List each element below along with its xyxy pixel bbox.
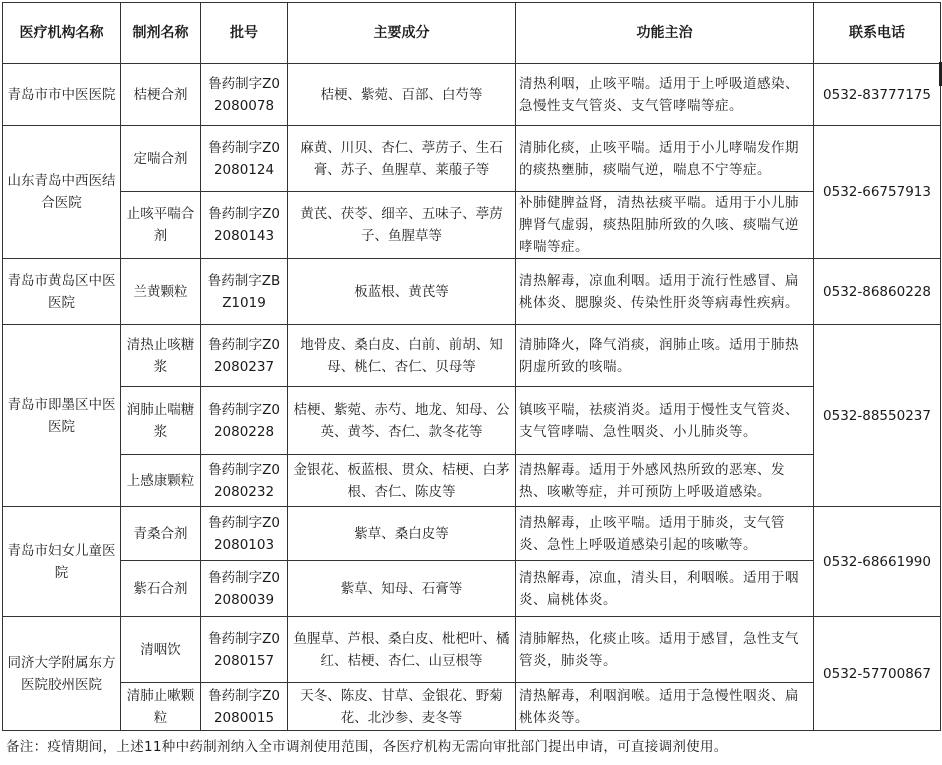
approval-number: 鲁药制字Z02080124	[201, 126, 288, 192]
table-row	[3, 387, 941, 455]
approval-number: 鲁药制字Z02080143	[201, 192, 288, 259]
ingredients-cell: 桔梗、紫菀、赤芍、地龙、知母、公英、黄芩、杏仁、款冬花等	[288, 387, 516, 455]
table-row	[3, 259, 941, 325]
table-row	[3, 64, 941, 126]
header-ingredients: 主要成分	[288, 3, 516, 64]
preparation-name: 清咽饮	[121, 617, 201, 683]
preparation-name: 润肺止喘糖浆	[121, 387, 201, 455]
ingredients-cell: 麻黄、川贝、杏仁、葶苈子、生石膏、苏子、鱼腥草、莱菔子等	[288, 126, 516, 192]
header-institution: 医疗机构名称	[3, 3, 121, 64]
phone-cell: 0532-86860228	[814, 259, 941, 325]
table-row	[3, 325, 941, 387]
function-cell: 补肺健脾益肾，清热祛痰平喘。适用于小儿肺脾肾气虚弱，痰热阻肺所致的久咳、痰喘气逆哮喘等症。	[516, 192, 814, 259]
preparation-name: 清热止咳糖浆	[121, 325, 201, 387]
ingredients-cell: 鱼腥草、芦根、桑白皮、枇杷叶、橘红、桔梗、杏仁、山豆根等	[288, 617, 516, 683]
table-row	[3, 455, 941, 507]
institution-cell: 山东青岛中西医结合医院	[3, 126, 121, 259]
header-function: 功能主治	[516, 3, 814, 64]
preparation-name: 清肺止嗽颗粒	[121, 683, 201, 731]
phone-cell: 0532-68661990	[814, 507, 941, 617]
function-cell: 镇咳平喘，祛痰消炎。适用于慢性支气管炎、支气管哮喘、急性咽炎、小儿肺炎等。	[516, 387, 814, 455]
table-row	[3, 192, 941, 259]
table-row	[3, 126, 941, 192]
table-row	[3, 683, 941, 731]
table-row	[3, 561, 941, 617]
preparation-name: 上感康颗粒	[121, 455, 201, 507]
institution-cell: 青岛市即墨区中医医院	[3, 325, 121, 507]
ingredients-cell: 金银花、板蓝根、贯众、桔梗、白茅根、杏仁、陈皮等	[288, 455, 516, 507]
institution-cell: 青岛市市中医医院	[3, 64, 121, 126]
institution-cell: 同济大学附属东方医院胶州医院	[3, 617, 121, 731]
function-cell: 清热解毒，凉血利咽。适用于流行性感冒、扁桃体炎、腮腺炎、传染性肝炎等病毒性疾病。	[516, 259, 814, 325]
approval-number: 鲁药制字Z02080078	[201, 64, 288, 126]
ingredients-cell: 板蓝根、黄芪等	[288, 259, 516, 325]
function-cell: 清热解毒。适用于外感风热所致的恶寒、发热、咳嗽等症，并可预防上呼吸道感染。	[516, 455, 814, 507]
footnote: 备注：疫情期间，上述11种中药制剂纳入全市调剂使用范围，各医疗机构无需向审批部门提出申请，可直接调剂使用。	[6, 739, 728, 755]
preparations-table	[2, 2, 941, 731]
approval-number: 鲁药制字Z02080232	[201, 455, 288, 507]
header-preparation: 制剂名称	[121, 3, 201, 64]
approval-number: 鲁药制字Z02080237	[201, 325, 288, 387]
ingredients-cell: 紫草、知母、石膏等	[288, 561, 516, 617]
ingredients-cell: 紫草、桑白皮等	[288, 507, 516, 561]
function-cell: 清热解毒，利咽润喉。适用于急慢性咽炎、扁桃体炎等。	[516, 683, 814, 731]
preparation-name: 桔梗合剂	[121, 64, 201, 126]
approval-number: 鲁药制字Z02080228	[201, 387, 288, 455]
ingredients-cell: 天冬、陈皮、甘草、金银花、野菊花、北沙参、麦冬等	[288, 683, 516, 731]
ingredients-cell: 桔梗、紫菀、百部、白芍等	[288, 64, 516, 126]
function-cell: 清热解毒，凉血，清头目，利咽喉。适用于咽炎、扁桃体炎。	[516, 561, 814, 617]
approval-number: 鲁药制字ZBZ1019	[201, 259, 288, 325]
phone-cell: 0532-57700867	[814, 617, 941, 731]
function-cell: 清肺解热，化痰止咳。适用于感冒，急性支气管炎，肺炎等。	[516, 617, 814, 683]
preparation-name: 紫石合剂	[121, 561, 201, 617]
header-row	[3, 3, 941, 64]
phone-cell: 0532-88550237	[814, 325, 941, 507]
approval-number: 鲁药制字Z02080103	[201, 507, 288, 561]
preparation-name: 兰黄颗粒	[121, 259, 201, 325]
function-cell: 清热利咽，止咳平喘。适用于上呼吸道感染、急慢性支气管炎、支气管哮喘等症。	[516, 64, 814, 126]
approval-number: 鲁药制字Z02080015	[201, 683, 288, 731]
table-row	[3, 617, 941, 683]
phone-cell: 0532-66757913	[814, 126, 941, 259]
function-cell: 清肺降火，降气消痰，润肺止咳。适用于肺热阴虚所致的咳喘。	[516, 325, 814, 387]
function-cell: 清热解毒，止咳平喘。适用于肺炎，支气管炎、急性上呼吸道感染引起的咳嗽等。	[516, 507, 814, 561]
institution-cell: 青岛市黄岛区中医医院	[3, 259, 121, 325]
ingredients-cell: 黄芪、茯苓、细辛、五味子、葶苈子、鱼腥草等	[288, 192, 516, 259]
phone-cell: 0532-83777175	[814, 64, 941, 126]
header-approval: 批号	[201, 3, 288, 64]
preparation-name: 青桑合剂	[121, 507, 201, 561]
ingredients-cell: 地骨皮、桑白皮、白前、前胡、知母、桃仁、杏仁、贝母等	[288, 325, 516, 387]
header-phone: 联系电话	[814, 3, 941, 64]
function-cell: 清肺化痰，止咳平喘。适用于小儿哮喘发作期的痰热壅肺，痰喘气逆，喘息不宁等症。	[516, 126, 814, 192]
preparation-name: 定喘合剂	[121, 126, 201, 192]
approval-number: 鲁药制字Z02080039	[201, 561, 288, 617]
table-row	[3, 507, 941, 561]
institution-cell: 青岛市妇女儿童医院	[3, 507, 121, 617]
approval-number: 鲁药制字Z02080157	[201, 617, 288, 683]
preparation-name: 止咳平喘合剂	[121, 192, 201, 259]
